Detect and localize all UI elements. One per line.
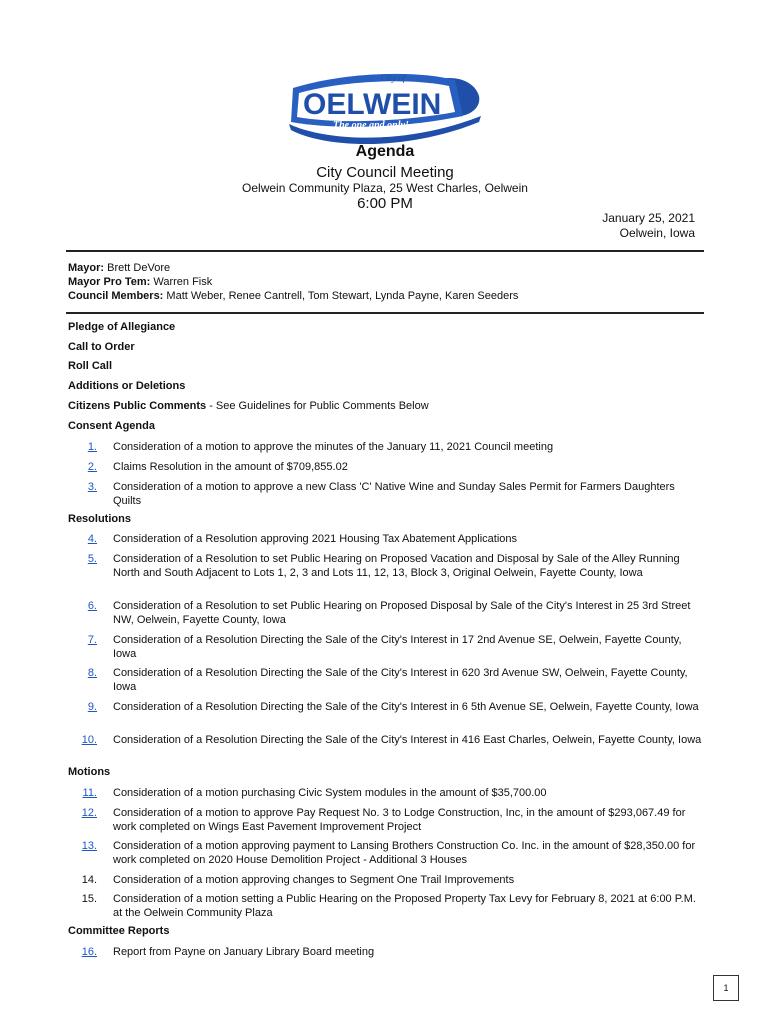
meeting-date: January 25, 2021 xyxy=(602,211,695,225)
item-link[interactable]: 13. xyxy=(81,840,97,852)
divider xyxy=(66,312,704,314)
svg-text:City of: City of xyxy=(381,73,406,83)
meeting-name: City Council Meeting xyxy=(316,164,454,181)
divider xyxy=(66,250,704,252)
item-number: 14. xyxy=(81,874,97,886)
item-link[interactable]: 9. xyxy=(87,701,97,713)
council-line: Council Members: Matt Weber, Renee Cantrell, Tom Stewart, Lynda Payne, Karen Seeders xyxy=(68,290,519,302)
svg-text:OELWEIN: OELWEIN xyxy=(303,88,442,121)
section-pledge: Pledge of Allegiance xyxy=(68,321,176,333)
date-location xyxy=(602,211,695,241)
item-link[interactable]: 3. xyxy=(87,481,97,493)
council-members-block xyxy=(68,261,518,303)
item-link[interactable]: 1. xyxy=(87,441,97,453)
item-link[interactable]: 2. xyxy=(87,461,97,473)
item-link[interactable]: 12. xyxy=(81,807,97,819)
section-roll-call: Roll Call xyxy=(68,360,113,372)
section-motions: Motions xyxy=(68,766,111,778)
item-link[interactable]: 10. xyxy=(81,734,97,746)
section-citizens-comments: Citizens Public Comments - See Guidelines for Public Comments Below xyxy=(68,400,429,412)
item-link[interactable]: 6. xyxy=(87,600,97,612)
item-number: 15. xyxy=(81,893,97,905)
section-resolutions: Resolutions xyxy=(68,513,131,525)
section-consent-agenda: Consent Agenda xyxy=(68,420,155,432)
section-committee-reports: Committee Reports xyxy=(68,925,170,937)
item-link[interactable]: 8. xyxy=(87,667,97,679)
agenda-title: Agenda xyxy=(355,143,415,160)
item-link[interactable]: 4. xyxy=(87,533,97,545)
meeting-place: Oelwein, Iowa xyxy=(619,226,695,240)
meeting-time: 6:00 PM xyxy=(357,195,413,212)
pro-tem-line: Mayor Pro Tem: Warren Fisk xyxy=(68,276,213,288)
section-call-to-order: Call to Order xyxy=(68,341,135,353)
meeting-venue: Oelwein Community Plaza, 25 West Charles, Oelwein xyxy=(242,181,528,195)
item-link[interactable]: 11. xyxy=(82,787,97,799)
item-link[interactable]: 5. xyxy=(87,553,97,565)
item-link[interactable]: 7. xyxy=(87,634,97,646)
page-number: 1 xyxy=(713,975,739,1001)
mayor-line: Mayor: Brett DeVore xyxy=(68,262,171,274)
svg-text:The one and only!: The one and only! xyxy=(333,120,409,131)
section-additions: Additions or Deletions xyxy=(68,380,186,392)
item-link[interactable]: 16. xyxy=(81,946,97,958)
city-of-oelwein-logo xyxy=(285,66,485,148)
